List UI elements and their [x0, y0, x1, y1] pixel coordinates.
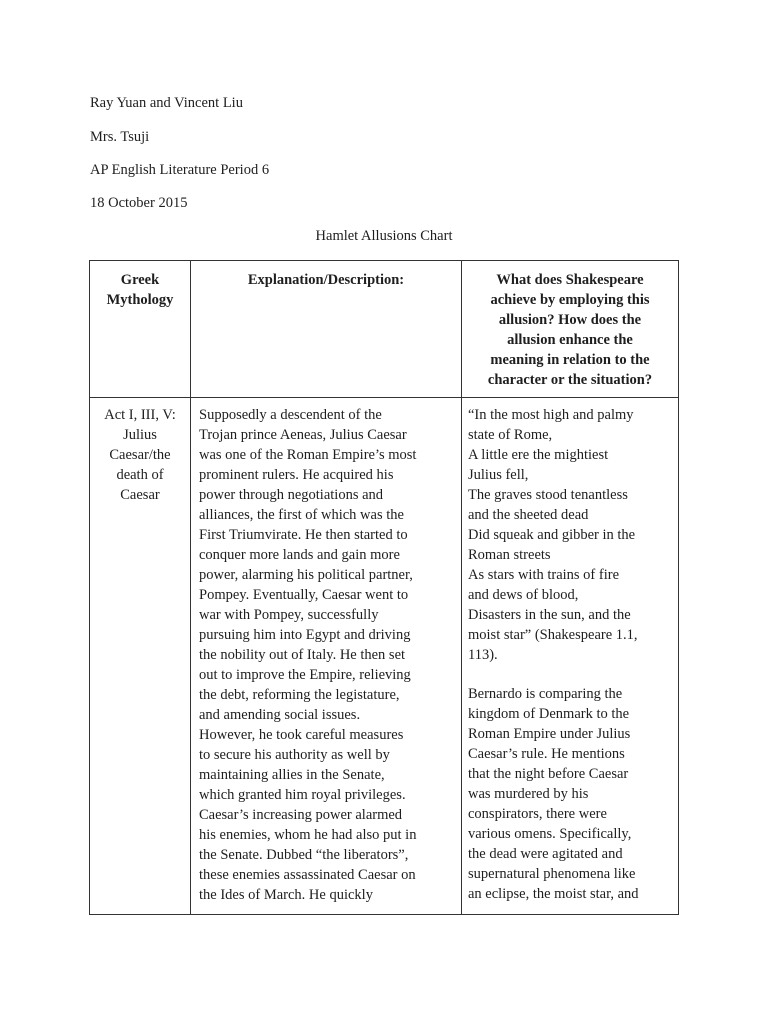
date-line: 18 October 2015	[90, 195, 188, 211]
header-shakespeare-purpose: What does Shakespeare achieve by employing this allusion? How does the allusion enhance the meaning in relation to the character or the situation?	[487, 272, 653, 388]
explanation-cell: Supposedly a descendent of the Trojan prince Aeneas, Julius Caesar was one of the Roman Empire’s most prominent rulers. He acquired his power through negotiations and alliances, the first of which was the First Triumvirate. He then started to conquer more lands and gain more power, alarming his political partner, Pompey. Eventually, Caesar went to war with Pompey, successfully pursuing him into Egypt and driving the nobility out of Italy. He then set out to improve the Empire, relieving the debt, reforming the legistature, and amending social issues. However, he took careful measures to secure his authority as well by maintaining allies in the Senate, which granted him royal privileges. Caesar’s increasing power alarmed his enemies, whom he had also put in the Senate. Dubbed “the liberators”, these enemies assassinated Caesar on the Ides of March. He quickly	[199, 407, 417, 903]
authors-line: Ray Yuan and Vincent Liu	[90, 95, 243, 111]
allusions-table	[89, 260, 679, 915]
analysis-cell: Bernardo is comparing the kingdom of Denmark to the Roman Empire under Julius Caesar’s rule. He mentions that the night before Caesar was murdered by his conspirators, there were various omens. Specifically, the dead were agitated and supernatural phenomena like an eclipse, the moist star, and	[468, 686, 639, 902]
column-divider	[190, 261, 191, 914]
header-explanation: Explanation/Description:	[247, 272, 405, 288]
teacher-line: Mrs. Tsuji	[90, 129, 150, 145]
reference-cell: Act I, III, V: Julius Caesar/the death of Caesar	[104, 407, 176, 503]
header-greek-mythology: Greek Mythology	[106, 272, 174, 308]
document-title: Hamlet Allusions Chart	[315, 228, 453, 244]
header-divider	[90, 397, 678, 398]
quote-cell: “In the most high and palmy state of Rome, A little ere the mightiest Julius fell, The graves stood tenantless and the sheeted dead Did squeak and gibber in the Roman streets As stars with trains of fire and dews of blood, Disasters in the sun, and the moist star” (Shakespeare 1.1, 113).	[468, 407, 638, 663]
course-line: AP English Literature Period 6	[90, 162, 270, 178]
